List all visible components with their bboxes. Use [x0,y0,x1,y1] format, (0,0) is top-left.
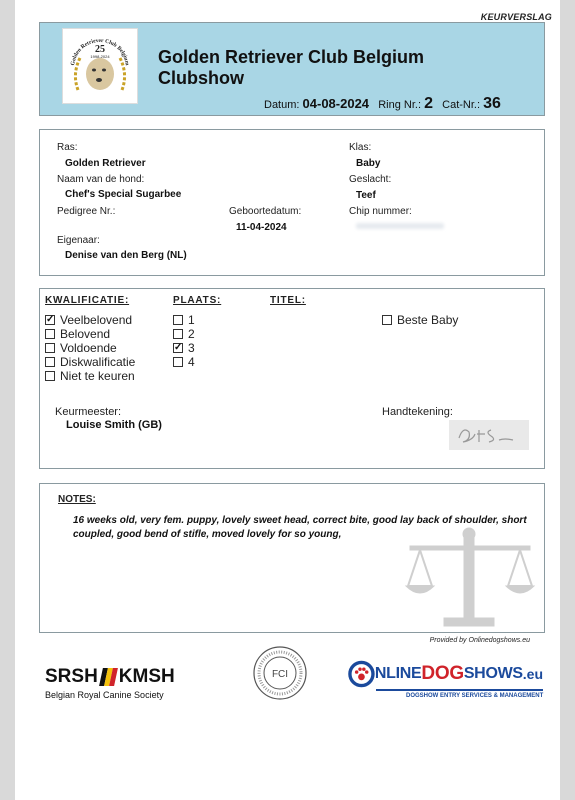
dog-details-box [39,129,545,276]
fci-seal-icon [252,645,308,701]
ring-label: Ring Nr.: [378,99,421,111]
qualification-header: KWALIFICATIE: [45,295,130,306]
place-option[interactable]: 1 [173,313,195,327]
dog-name-value: Chef's Special Sugarbee [65,189,182,200]
pedigree-label: Pedigree Nr.: [57,206,116,217]
dog-name-label: Naam van de hond: [57,174,145,185]
class-label: Klas: [349,142,372,153]
owner-value: Denise van den Berg (NL) [65,250,187,261]
cat-value: 36 [483,95,501,112]
place-option[interactable]: 4 [173,355,195,369]
breed-label: Ras: [57,142,78,153]
qualification-option[interactable]: Niet te keuren [45,369,135,383]
owner-label: Eigenaar: [57,235,100,246]
paw-o-icon [348,660,375,688]
ods-tld: .eu [522,666,543,682]
sex-value: Teef [356,190,376,201]
notes-box [39,483,545,633]
title-header: TITEL: [270,295,306,306]
checkbox[interactable] [173,357,183,367]
signature-label: Handtekening: [382,406,453,418]
checkbox[interactable] [45,329,55,339]
checkbox[interactable] [45,343,55,353]
date-value: 04-08-2024 [302,96,370,111]
signature-scribble [449,420,529,450]
breed-value: Golden Retriever [65,158,146,169]
qualification-option[interactable]: ✓Veelbelovend [45,313,132,327]
ods-tagline: DOGSHOW ENTRY SERVICES & MANAGEMENT [406,693,544,699]
chip-label: Chip nummer: [349,206,412,217]
place-option[interactable]: ✓3 [173,341,195,355]
show-meta [264,95,501,113]
ods-underline [376,689,543,691]
onlinedogshows-logo [348,660,543,699]
judging-box [39,288,545,469]
checkbox[interactable] [45,371,55,381]
qualification-option[interactable]: Belovend [45,327,110,341]
club-logo [62,28,138,104]
notes-label: NOTES: [58,494,96,505]
class-value: Baby [356,158,381,169]
srsh-subtitle: Belgian Royal Canine Society [45,690,164,700]
srsh-text: SRSH [45,666,98,687]
kmsh-text: KMSH [118,666,175,687]
notes-text: 16 weeks old, very fem. puppy, lovely sweet head, correct bite, good lay back of shoulder, short coupled, good bend of stifle, moved lovely for so young, [73,515,527,540]
checkbox-checked[interactable] [45,315,55,325]
qualification-option[interactable]: Voldoende [45,341,117,355]
show-header [39,22,545,116]
chip-redacted [356,223,444,229]
birthdate-value: 11-04-2024 [236,222,287,233]
club-logo-arc-text: Golden Retriever Club Belgium [70,37,130,66]
provided-by: Provided by Onlinedogshows.eu [429,637,530,644]
judge-value: Louise Smith (GB) [66,419,162,431]
ods-main: DOG [421,663,464,684]
judge-label: Keurmeester: [55,406,122,418]
checkbox[interactable] [382,315,392,325]
signature-image [449,420,529,450]
fci-text: FCI [271,669,289,680]
club-logo-emblem [64,30,136,102]
belgian-flag-icon [101,668,116,686]
club-name: Golden Retriever Club Belgium [158,47,425,67]
srsh-kmsh-logo [45,666,195,700]
show-title [158,47,424,89]
checkbox[interactable] [173,329,183,339]
show-name: Clubshow [158,68,244,88]
sex-label: Geslacht: [349,174,392,185]
ods-prefix: NLINE [374,665,422,682]
report-sheet [15,0,560,800]
fci-logo [252,645,308,701]
title-option[interactable]: Beste Baby [382,313,458,327]
checkbox[interactable] [45,357,55,367]
ods-suffix: SHOWS [463,665,523,682]
date-label: Datum: [264,99,300,111]
club-logo-anniversary: 25 [95,44,105,55]
place-header: PLAATS: [173,295,222,306]
report-type-label: KEURVERSLAG [480,12,552,22]
club-logo-years: 1998-2024 [90,54,110,59]
birthdate-label: Geboortedatum: [229,206,302,217]
checkbox-checked[interactable] [173,343,183,353]
cat-label: Cat-Nr.: [442,99,481,111]
qualification-option[interactable]: Diskwalificatie [45,355,135,369]
ring-value: 2 [424,95,433,112]
checkbox[interactable] [173,315,183,325]
place-option[interactable]: 2 [173,327,195,341]
